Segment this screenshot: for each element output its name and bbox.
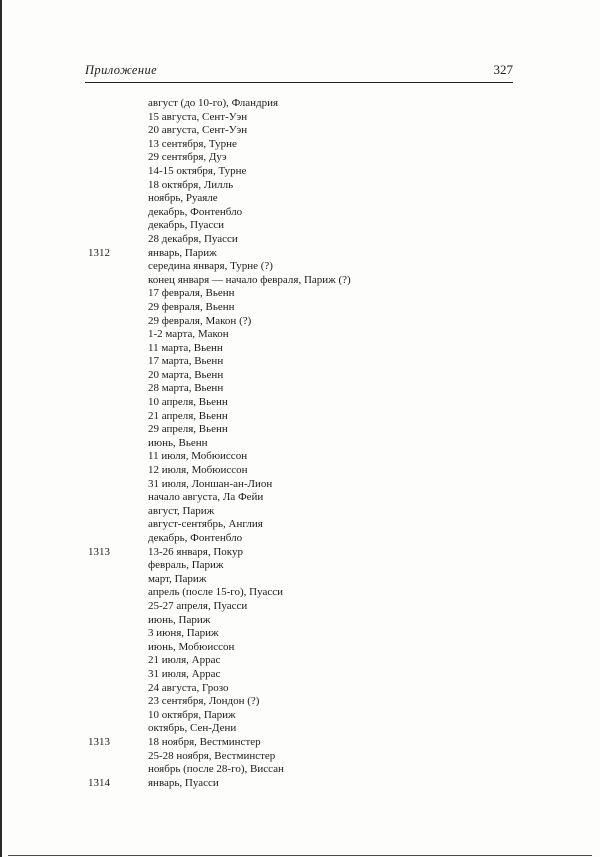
itinerary-row xyxy=(88,179,558,193)
itinerary-row xyxy=(88,532,558,546)
itinerary-row xyxy=(88,355,558,369)
year-label: 1314 xyxy=(88,776,110,789)
itinerary-row xyxy=(88,654,558,668)
itinerary-row xyxy=(88,111,558,125)
itinerary-row xyxy=(88,97,558,111)
itinerary-row xyxy=(88,219,558,233)
entry-text: середина января, Турне (?) xyxy=(148,260,273,273)
itinerary-row xyxy=(88,165,558,179)
itinerary-row xyxy=(88,396,558,410)
itinerary-row xyxy=(88,192,558,206)
itinerary-row xyxy=(88,206,558,220)
itinerary-row xyxy=(88,450,558,464)
itinerary-row xyxy=(88,260,558,274)
entry-text: 10 октября, Париж xyxy=(148,708,236,721)
entry-text: 25-28 ноября, Вестминстер xyxy=(148,749,276,762)
itinerary-row xyxy=(88,287,558,301)
itinerary-row xyxy=(88,437,558,451)
itinerary-row xyxy=(88,546,558,560)
year-label: 1312 xyxy=(88,246,110,259)
entry-text: 11 марта, Вьенн xyxy=(148,341,223,354)
itinerary-row xyxy=(88,641,558,655)
entry-text: 3 июня, Париж xyxy=(148,627,219,640)
entry-text: 25-27 апреля, Пуасси xyxy=(148,599,248,612)
itinerary-row xyxy=(88,722,558,736)
itinerary-row xyxy=(88,328,558,342)
entry-text: 12 июля, Мобюиссон xyxy=(148,464,248,477)
entry-text: август-сентябрь, Англия xyxy=(148,518,263,531)
itinerary-row xyxy=(88,491,558,505)
itinerary-row xyxy=(88,586,558,600)
entry-text: декабрь, Пуасси xyxy=(148,219,224,232)
itinerary-row xyxy=(88,410,558,424)
itinerary-row xyxy=(88,763,558,777)
entry-text: 13-26 января, Покур xyxy=(148,545,243,558)
itinerary-row xyxy=(88,382,558,396)
entry-text: 15 августа, Сент-Уэн xyxy=(148,110,248,123)
scan-edge-left xyxy=(0,0,2,857)
entry-text: 21 апреля, Вьенн xyxy=(148,409,228,422)
entry-text: 29 апреля, Вьенн xyxy=(148,423,228,436)
itinerary-row xyxy=(88,369,558,383)
entry-text: 20 марта, Вьенн xyxy=(148,368,224,381)
entry-text: август, Париж xyxy=(148,504,215,517)
entry-text: 14-15 октября, Турне xyxy=(148,164,247,177)
itinerary-row xyxy=(88,668,558,682)
entry-text: 29 февраля, Вьенн xyxy=(148,300,235,313)
year-label: 1313 xyxy=(88,735,110,748)
itinerary-row xyxy=(88,423,558,437)
entry-text: начало августа, Ла Фейи xyxy=(148,491,264,504)
running-title: Приложение xyxy=(85,63,158,77)
itinerary-row xyxy=(88,709,558,723)
entry-text: 28 декабря, Пуасси xyxy=(148,232,238,245)
entry-text: 31 июля, Аррас xyxy=(148,667,221,680)
page-number: 327 xyxy=(493,62,513,77)
entry-text: апрель (после 15-го), Пуасси xyxy=(148,586,283,599)
entry-text: 13 сентября, Турне xyxy=(148,137,237,150)
entry-text: конец января — начало февраля, Париж (?) xyxy=(148,273,351,286)
entry-text: 1-2 марта, Макон xyxy=(148,328,229,341)
entry-text: февраль, Париж xyxy=(148,559,224,572)
entry-text: 24 августа, Грозо xyxy=(148,681,229,694)
itinerary-row xyxy=(88,233,558,247)
entry-text: октябрь, Сен-Дени xyxy=(148,722,237,735)
itinerary-row xyxy=(88,315,558,329)
itinerary-row xyxy=(88,600,558,614)
itinerary-row xyxy=(88,151,558,165)
entry-text: 17 марта, Вьенн xyxy=(148,355,224,368)
entry-text: декабрь, Фонтенбло xyxy=(148,205,243,218)
entry-text: 31 июля, Лоншан-ан-Лион xyxy=(148,477,273,490)
entry-text: 10 апреля, Вьенн xyxy=(148,396,228,409)
itinerary-row xyxy=(88,138,558,152)
itinerary-row xyxy=(88,573,558,587)
itinerary-row xyxy=(88,247,558,261)
itinerary-list xyxy=(88,97,558,790)
entry-text: 29 сентября, Дуэ xyxy=(148,151,227,164)
itinerary-row xyxy=(88,478,558,492)
itinerary-row xyxy=(88,695,558,709)
itinerary-row xyxy=(88,518,558,532)
entry-text: 18 октября, Лилль xyxy=(148,178,234,191)
entry-text: август (до 10-го), Фландрия xyxy=(148,97,279,109)
entry-text: 17 февраля, Вьенн xyxy=(148,287,235,300)
entry-text: июнь, Париж xyxy=(148,613,211,626)
entry-text: 11 июля, Мобюиссон xyxy=(148,450,248,463)
itinerary-row xyxy=(88,614,558,628)
itinerary-row xyxy=(88,627,558,641)
entry-text: январь, Пуасси xyxy=(148,776,219,789)
itinerary-row xyxy=(88,124,558,138)
itinerary-row xyxy=(88,301,558,315)
header-rule xyxy=(85,82,513,83)
entry-text: 23 сентября, Лондон (?) xyxy=(148,695,260,708)
entry-text: 18 ноября, Вестминстер xyxy=(148,735,261,748)
itinerary-row xyxy=(88,750,558,764)
itinerary-row xyxy=(88,682,558,696)
itinerary-row xyxy=(88,464,558,478)
entry-text: 29 февраля, Макон (?) xyxy=(148,314,252,327)
entry-text: 21 июля, Аррас xyxy=(148,654,221,667)
entry-text: декабрь, Фонтенбло xyxy=(148,532,243,544)
itinerary-row xyxy=(88,274,558,288)
entry-text: 20 августа, Сент-Уэн xyxy=(148,124,248,137)
entry-text: март, Париж xyxy=(148,572,207,585)
scan-edge-bottom xyxy=(8,855,592,856)
entry-text: ноябрь, Руаяле xyxy=(148,192,218,205)
itinerary-row xyxy=(88,505,558,519)
itinerary-row xyxy=(88,342,558,356)
entry-text: июнь, Мобюиссон xyxy=(148,640,235,653)
entry-text: ноябрь (после 28-го), Виссан xyxy=(148,763,284,776)
itinerary-row xyxy=(88,559,558,573)
page-header xyxy=(85,62,513,78)
itinerary-row xyxy=(88,777,558,791)
itinerary-row xyxy=(88,736,558,750)
entry-text: январь, Париж xyxy=(148,246,217,259)
entry-text: июнь, Вьенн xyxy=(148,436,208,449)
year-label: 1313 xyxy=(88,545,110,558)
entry-text: 28 марта, Вьенн xyxy=(148,382,224,395)
